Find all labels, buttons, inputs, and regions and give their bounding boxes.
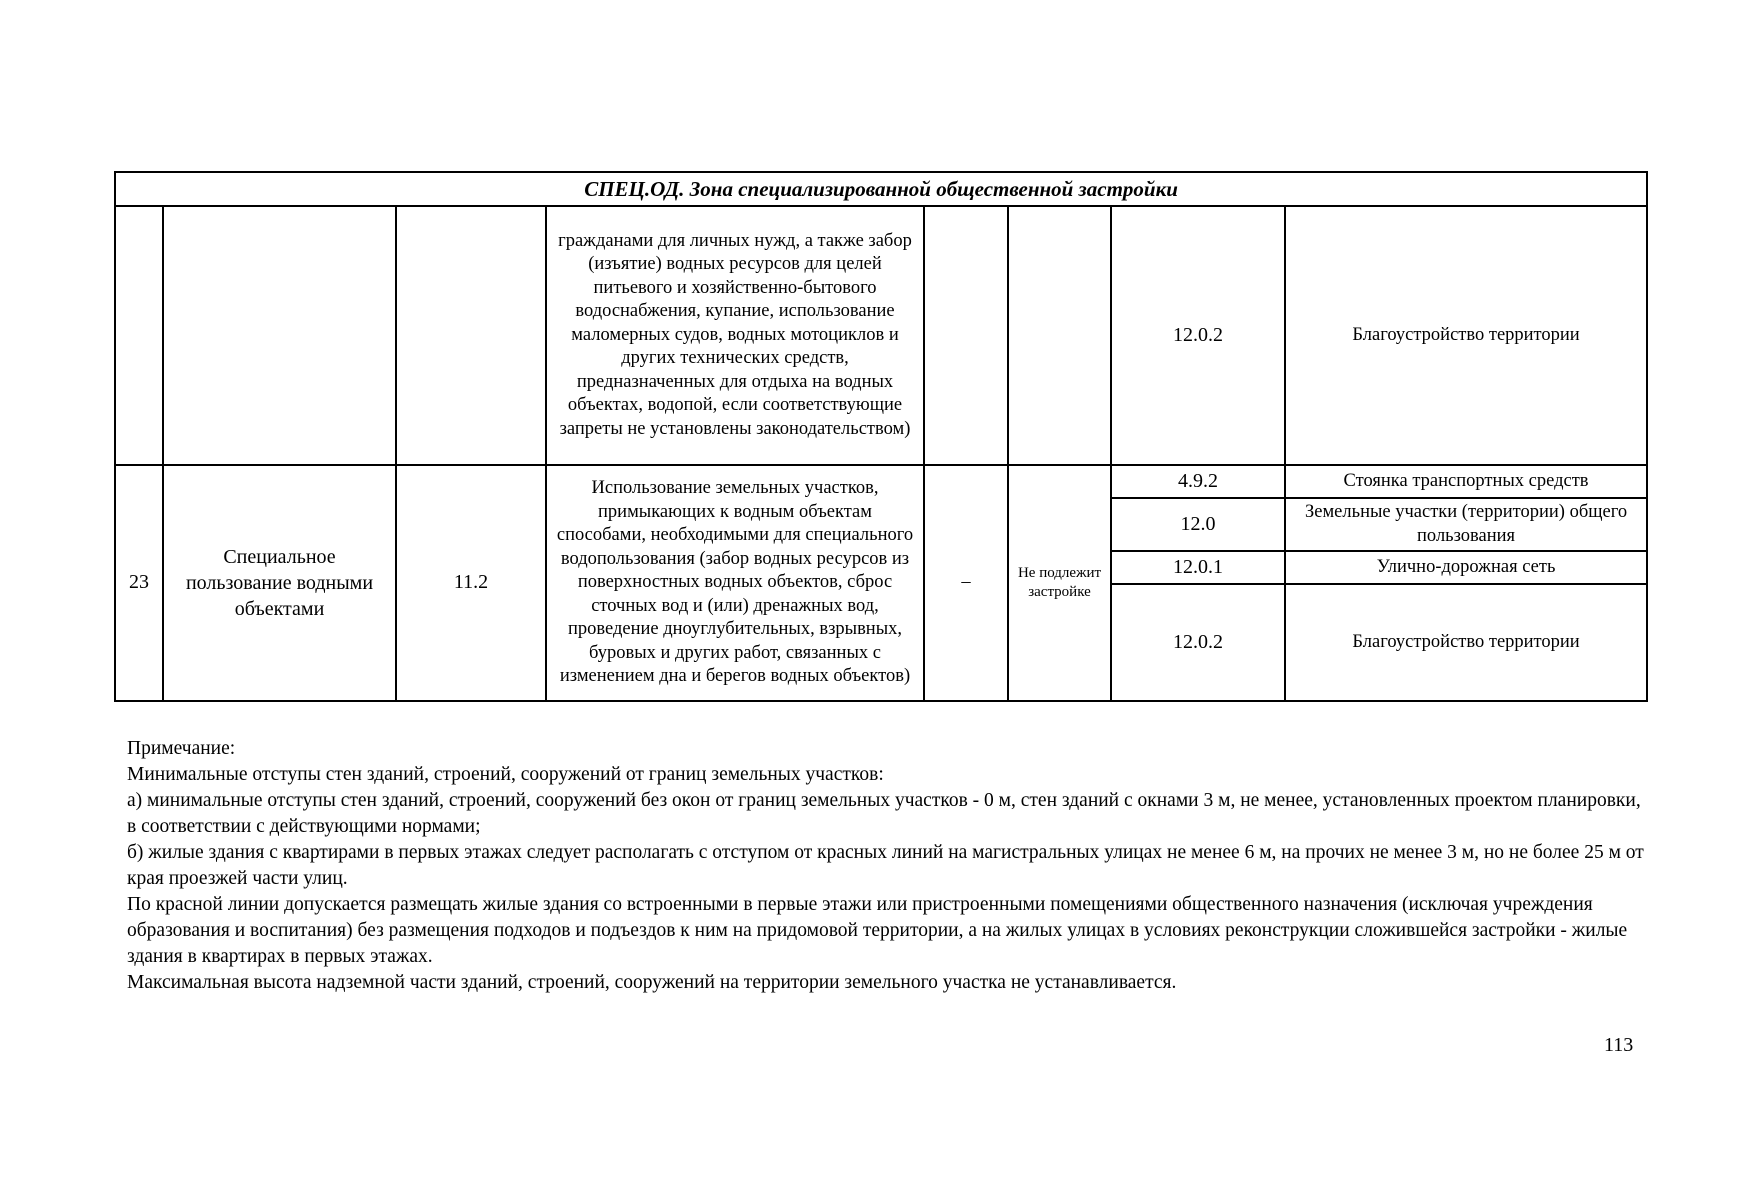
related-code-cell: 12.0.2 <box>1111 206 1285 465</box>
use-name-cell <box>163 206 396 465</box>
row-number-cell <box>115 206 163 465</box>
zone-title-row <box>115 172 1647 206</box>
related-code-cell: 12.0 <box>1111 498 1285 551</box>
table-row <box>115 465 1647 498</box>
params-cell <box>924 206 1008 465</box>
table-row <box>115 206 1647 465</box>
related-code-cell: 12.0.2 <box>1111 584 1285 701</box>
related-name-cell: Стоянка транспортных средств <box>1285 465 1647 498</box>
note-block <box>127 736 1647 996</box>
note-paragraph: По красной линии допускается размещать жилые здания со встроенными в первые этажи или пристроенными помещениями общественного назначения (исключая учреждения образования и воспитания) без размещения подходов и подъездов к ним на придомовой территории, а на жилых улицах в условиях реконструкции сложившейся застройки - жилые здания в квартирах в первых этажах. <box>127 894 1628 967</box>
related-code-cell: 12.0.1 <box>1111 551 1285 584</box>
zoning-table <box>114 171 1648 702</box>
note-paragraph: Минимальные отступы стен зданий, строений, сооружений от границ земельных участков: <box>127 764 884 785</box>
related-code-cell: 4.9.2 <box>1111 465 1285 498</box>
use-name-cell: Специальное пользование водными объектами <box>163 465 396 701</box>
note-heading: Примечание: <box>127 738 236 759</box>
use-code-cell: 11.2 <box>396 465 546 701</box>
building-cell <box>1008 206 1111 465</box>
params-cell: – <box>924 465 1008 701</box>
use-code-cell <box>396 206 546 465</box>
building-cell: Не подлежит застройке <box>1008 465 1111 701</box>
row-number-cell: 23 <box>115 465 163 701</box>
use-description-cell: гражданами для личных нужд, а также забор (изъятие) водных ресурсов для целей питьевого и хозяйственно-бытового водоснабжения, купание, использование маломерных судов, водных мотоциклов и других технических средств, предназначенных для отдыха на водных объектах, водопой, если соответствующие запреты не установлены законодательством) <box>546 206 924 465</box>
note-paragraph: Максимальная высота надземной части зданий, строений, сооружений на территории земельного участка не устанавливается. <box>127 972 1177 993</box>
note-paragraph: а) минимальные отступы стен зданий, строений, сооружений без окон от границ земельных участков - 0 м, стен зданий с окнами 3 м, не менее, установленных проектом планировки, в соответствии с действующими нормами; <box>127 790 1641 837</box>
related-name-cell: Улично-дорожная сеть <box>1285 551 1647 584</box>
page-number: 113 <box>1604 1034 1634 1056</box>
related-name-cell: Благоустройство территории <box>1285 584 1647 701</box>
use-description-cell: Использование земельных участков, примыкающих к водным объектам способами, необходимыми для специального водопользования (забор водных ресурсов из поверхностных водных объектов, сброс сточных вод и (или) дренажных вод, проведение дноуглубительных, взрывных, буровых и других работ, связанных с изменением дна и берегов водных объектов) <box>546 465 924 701</box>
note-paragraph: б) жилые здания с квартирами в первых этажах следует располагать с отступом от красных линий на магистральных улицах не менее 6 м, на прочих не менее 3 м, но не более 25 м от края проезжей части улиц. <box>127 842 1644 889</box>
zone-title: СПЕЦ.ОД. Зона специализированной общественной застройки <box>115 172 1647 206</box>
related-name-cell: Благоустройство территории <box>1285 206 1647 465</box>
related-name-cell: Земельные участки (территории) общего пользования <box>1285 498 1647 551</box>
